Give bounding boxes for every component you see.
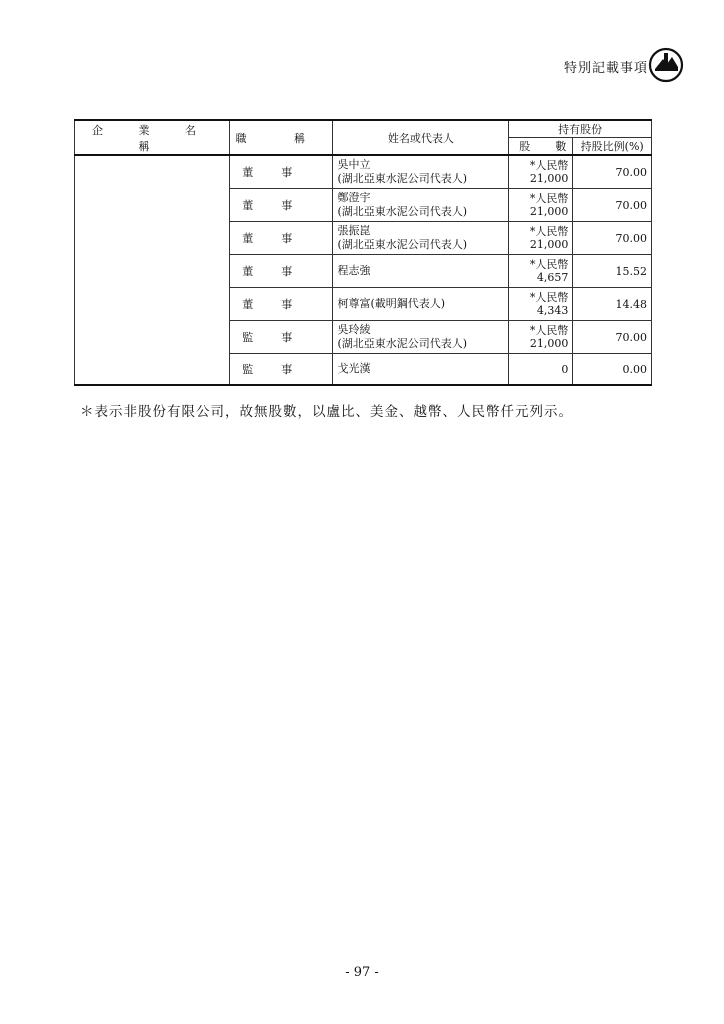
- name-rep-line: (湖北亞東水泥公司代表人): [337, 238, 468, 251]
- name-rep-line: (湖北亞東水泥公司代表人): [337, 172, 468, 185]
- holdings-table: [74, 119, 652, 386]
- ratio-cell: 70.00: [573, 222, 652, 255]
- title-cell: 董事: [230, 255, 333, 288]
- header-name: 姓名或代表人: [333, 120, 509, 155]
- ratio-cell: 15.52: [573, 255, 652, 288]
- name-line: 吳中立: [337, 158, 371, 171]
- header-shares-char1: 股: [519, 140, 531, 153]
- shares-cell: [509, 354, 573, 386]
- shares-cell: [509, 321, 573, 354]
- shares-cell: [509, 288, 573, 321]
- ratio-cell: 70.00: [573, 155, 652, 189]
- name-cell: [333, 255, 509, 288]
- ratio-cell: 70.00: [573, 189, 652, 222]
- header-ratio: 持股比例(%): [573, 138, 652, 156]
- title-cell: 董事: [230, 189, 333, 222]
- shares-value: 4,657: [536, 271, 569, 284]
- shares-value: 4,343: [536, 304, 569, 317]
- header-shares-char2: 數: [555, 140, 567, 153]
- company-cell: [75, 155, 230, 385]
- shares-cell: [509, 255, 573, 288]
- name-line: 張振崑: [337, 224, 371, 237]
- name-line: 程志強: [337, 264, 371, 277]
- shares-prefix: *人民幣: [529, 159, 569, 172]
- name-cell: [333, 288, 509, 321]
- name-rep-line: (湖北亞東水泥公司代表人): [337, 205, 468, 218]
- name-cell: [333, 155, 509, 189]
- header-shares: [509, 138, 573, 156]
- shares-prefix: *人民幣: [529, 291, 569, 304]
- table-row: [75, 155, 652, 189]
- section-title: 特別記載事項: [563, 61, 648, 76]
- shares-prefix: *人民幣: [529, 225, 569, 238]
- page-number: - 97 -: [345, 965, 379, 980]
- name-cell: [333, 222, 509, 255]
- ratio-cell: 0.00: [573, 354, 652, 386]
- shares-value: 21,000: [529, 337, 569, 350]
- shares-cell: [509, 155, 573, 189]
- shares-prefix: *人民幣: [529, 192, 569, 205]
- title-cell: 董事: [230, 155, 333, 189]
- shares-cell: [509, 189, 573, 222]
- footnote: ＊表示非股份有限公司，故無股數，以盧比、美金、越幣、人民幣仟元列示。: [80, 404, 573, 420]
- header-holding-group: 持有股份: [509, 120, 652, 138]
- shares-prefix: *人民幣: [529, 258, 569, 271]
- name-line: 吳玲綾: [337, 323, 371, 336]
- company-logo-icon: [648, 47, 684, 83]
- ratio-cell: 14.48: [573, 288, 652, 321]
- shares-value: 0: [561, 362, 569, 376]
- shares-prefix: *人民幣: [529, 324, 569, 337]
- name-line: 戈光漢: [337, 362, 371, 375]
- shares-value: 21,000: [529, 172, 569, 185]
- title-cell: 董事: [230, 222, 333, 255]
- shares-value: 21,000: [529, 205, 569, 218]
- title-cell: 監事: [230, 321, 333, 354]
- name-line: 鄭澄宇: [337, 191, 371, 204]
- name-cell: [333, 354, 509, 386]
- title-cell: 監事: [230, 354, 333, 386]
- name-cell: [333, 321, 509, 354]
- title-cell: 董事: [230, 288, 333, 321]
- header-company: 企 業 名 稱: [75, 120, 230, 155]
- name-line: 柯尊富(載明鋼代表人): [337, 297, 446, 310]
- name-cell: [333, 189, 509, 222]
- shares-cell: [509, 222, 573, 255]
- shares-value: 21,000: [529, 238, 569, 251]
- name-rep-line: (湖北亞東水泥公司代表人): [337, 337, 468, 350]
- header-title: 職 稱: [230, 120, 333, 155]
- ratio-cell: 70.00: [573, 321, 652, 354]
